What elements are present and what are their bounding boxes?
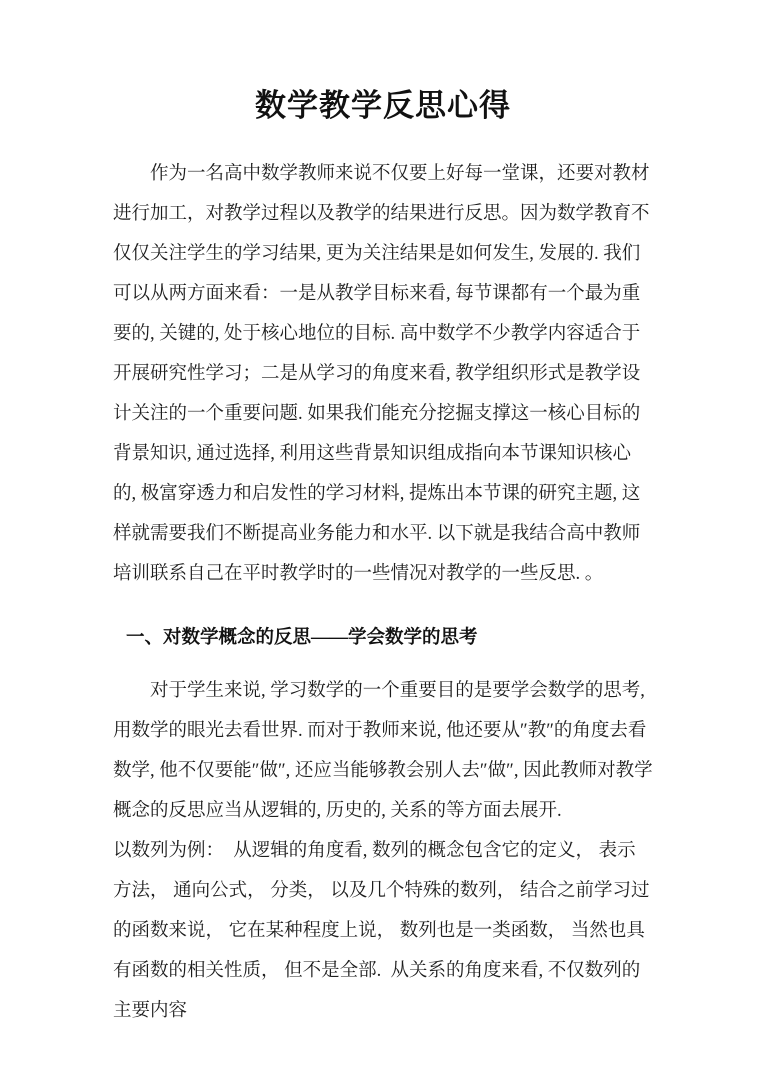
document-content <box>0 84 763 1031</box>
paragraph-concept-reflection: 对于学生来说, 学习数学的一个重要目的是要学会数学的思考, 用数学的眼光去看世界. 而对于教师来说, 他还要从″教″的角度去看数学, 他不仅要能″做″, 还应当能够教会别人去″做″, 因此教师对教学概念的反思应当从逻辑的, 历史的, 关系的等方面去展开. <box>113 681 653 821</box>
document-title: 数学教学反思心得 <box>255 88 511 123</box>
paragraph-intro: 作为一名高中数学教师来说不仅要上好每一堂课，还要对教材进行加工，对教学过程以及教学的结果进行反思。因为数学教育不仅仅关注学生的学习结果, 更为关注结果是如何发生, 发展的. 我们可以从两方面来看：一是从教学目标来看, 每节课都有一个最为重要的, 关键的, 处于核心地位的目标. 高中数学不少教学内容适合于开展研究性学习；二是从学习的角度来看, 教学组织形式是教学设计关注的一个重要问题. 如果我们能充分挖掘支撑这一核心目标的背景知识, 通过选择, 利用这些背景知识组成指向本节课知识核心的, 极富穿透力和启发性的学习材料, 提炼出本节课的研究主题, 这样就需要我们不断提高业务能力和水平. 以下就是我结合高中教师培训联系自己在平时教学时的一些情况对教学的一些反思. 。 <box>113 164 650 584</box>
section-heading-1: 一、对数学概念的反思——学会数学的思考 <box>126 628 478 648</box>
paragraph-sequence-example: 以数列为例： 从逻辑的角度看, 数列的概念包含它的定义， 表示方法， 通向公式， 分类， 以及几个特殊的数列， 结合之前学习过的函数来说， 它在某种程度上说， 数列也是一类函数， 当然也具有函数的相关性质， 但不是全部. 从关系的角度来看, 不仅数列的主要内容 <box>113 841 650 1021</box>
